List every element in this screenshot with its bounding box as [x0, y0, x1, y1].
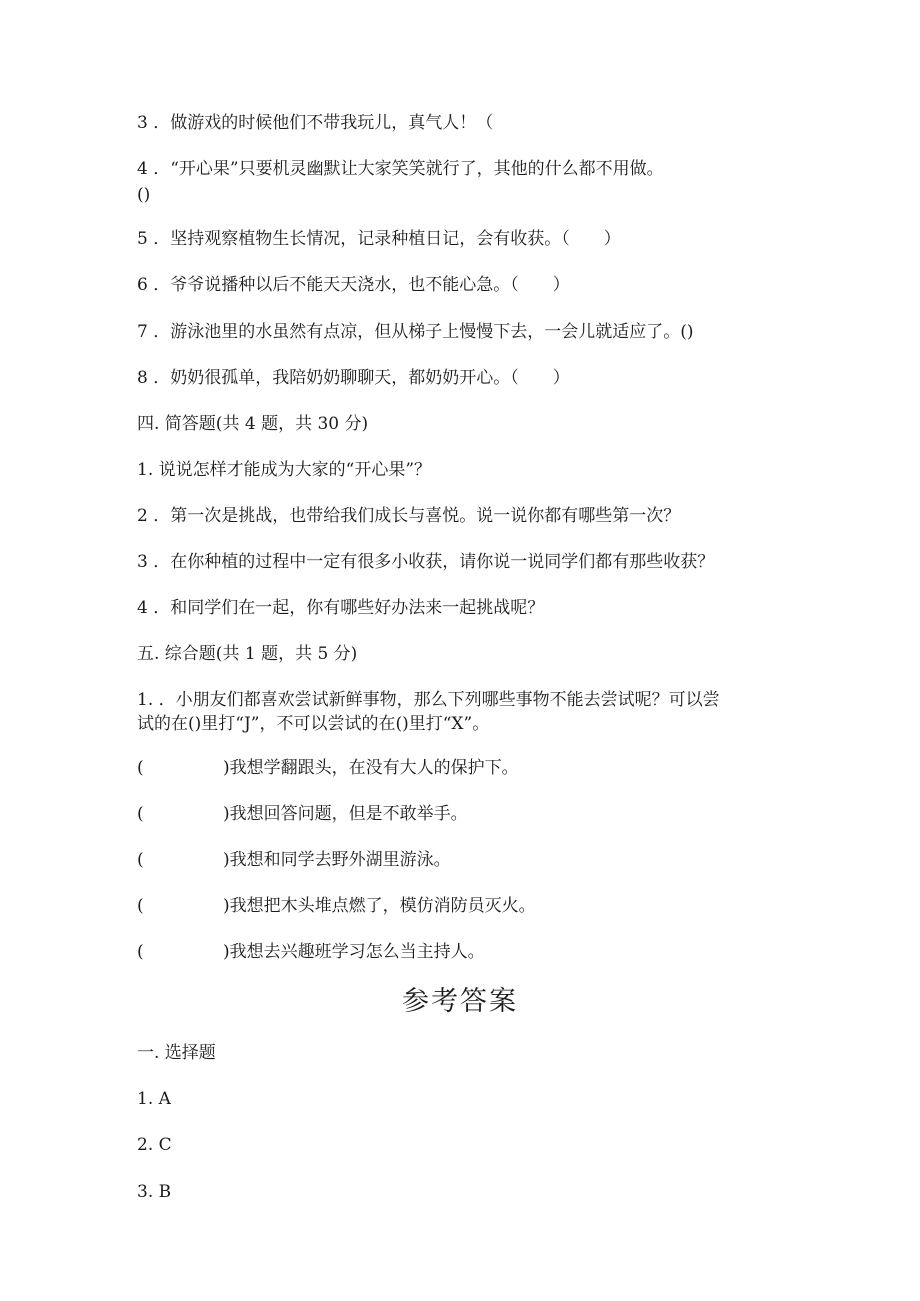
tf-item-7: 7 ．游泳池里的水虽然有点凉，但从梯子上慢慢下去，一会儿就适应了。() — [137, 322, 694, 342]
composite-item-text: )我想去兴趣班学习怎么当主持人。 — [223, 942, 485, 962]
answer-blank-open: ( — [137, 942, 144, 962]
tf-item-5: 5 ．坚持观察植物生长情况，记录种植日记，会有收获。（ ） — [137, 229, 621, 249]
composite-intro-line-1: 1. ．小朋友们都喜欢尝试新鲜事物，那么下列哪些事物不能去尝试呢？可以尝 — [137, 690, 720, 710]
tf-item-6: 6 ．爷爷说播种以后不能天天浇水，也不能心急。（ ） — [137, 275, 570, 295]
composite-item-text: )我想学翻跟头，在没有大人的保护下。 — [223, 758, 519, 778]
answer-blank-open: ( — [137, 896, 144, 916]
answer-blank-open: ( — [137, 804, 144, 824]
answer-blank-open: ( — [137, 850, 144, 870]
section-5-heading: 五. 综合题(共 1 题，共 5 分) — [137, 644, 358, 664]
tf-item-4-paren: () — [137, 185, 151, 205]
short-answer-1: 1. 说说怎样才能成为大家的“开心果”？ — [137, 460, 432, 480]
answers-title: 参考答案 — [402, 986, 518, 1017]
tf-item-3: 3 ．做游戏的时候他们不带我玩儿，真气人！（ — [137, 113, 494, 133]
answers-section-heading: 一. 选择题 — [137, 1043, 216, 1063]
composite-item-text: )我想回答问题，但是不敢举手。 — [223, 804, 468, 824]
answer-item: 1. A — [137, 1089, 171, 1109]
short-answer-3: 3 ．在你种植的过程中一定有很多小收获，请你说一说同学们都有那些收获？ — [137, 552, 715, 572]
short-answer-4: 4 ．和同学们在一起，你有哪些好办法来一起挑战呢？ — [137, 598, 545, 618]
answer-item: 3. B — [137, 1182, 172, 1202]
tf-item-8: 8 ．奶奶很孤单，我陪奶奶聊聊天，都奶奶开心。（ ） — [137, 368, 570, 388]
composite-item-text: )我想和同学去野外湖里游泳。 — [223, 850, 451, 870]
composite-item-text: )我想把木头堆点燃了，模仿消防员灭火。 — [223, 896, 536, 916]
tf-item-4: 4 ．“开心果”只要机灵幽默让大家笑笑就行了，其他的什么都不用做。 — [137, 159, 664, 179]
section-4-heading: 四. 简答题(共 4 题，共 30 分) — [137, 414, 369, 434]
composite-intro-line-2: 试的在()里打“J”，不可以尝试的在()里打“X”。 — [137, 714, 490, 734]
answer-blank-open: ( — [137, 758, 144, 778]
short-answer-2: 2 ．第一次是挑战，也带给我们成长与喜悦。说一说你都有哪些第一次？ — [137, 506, 681, 526]
answer-item: 2. C — [137, 1135, 172, 1155]
